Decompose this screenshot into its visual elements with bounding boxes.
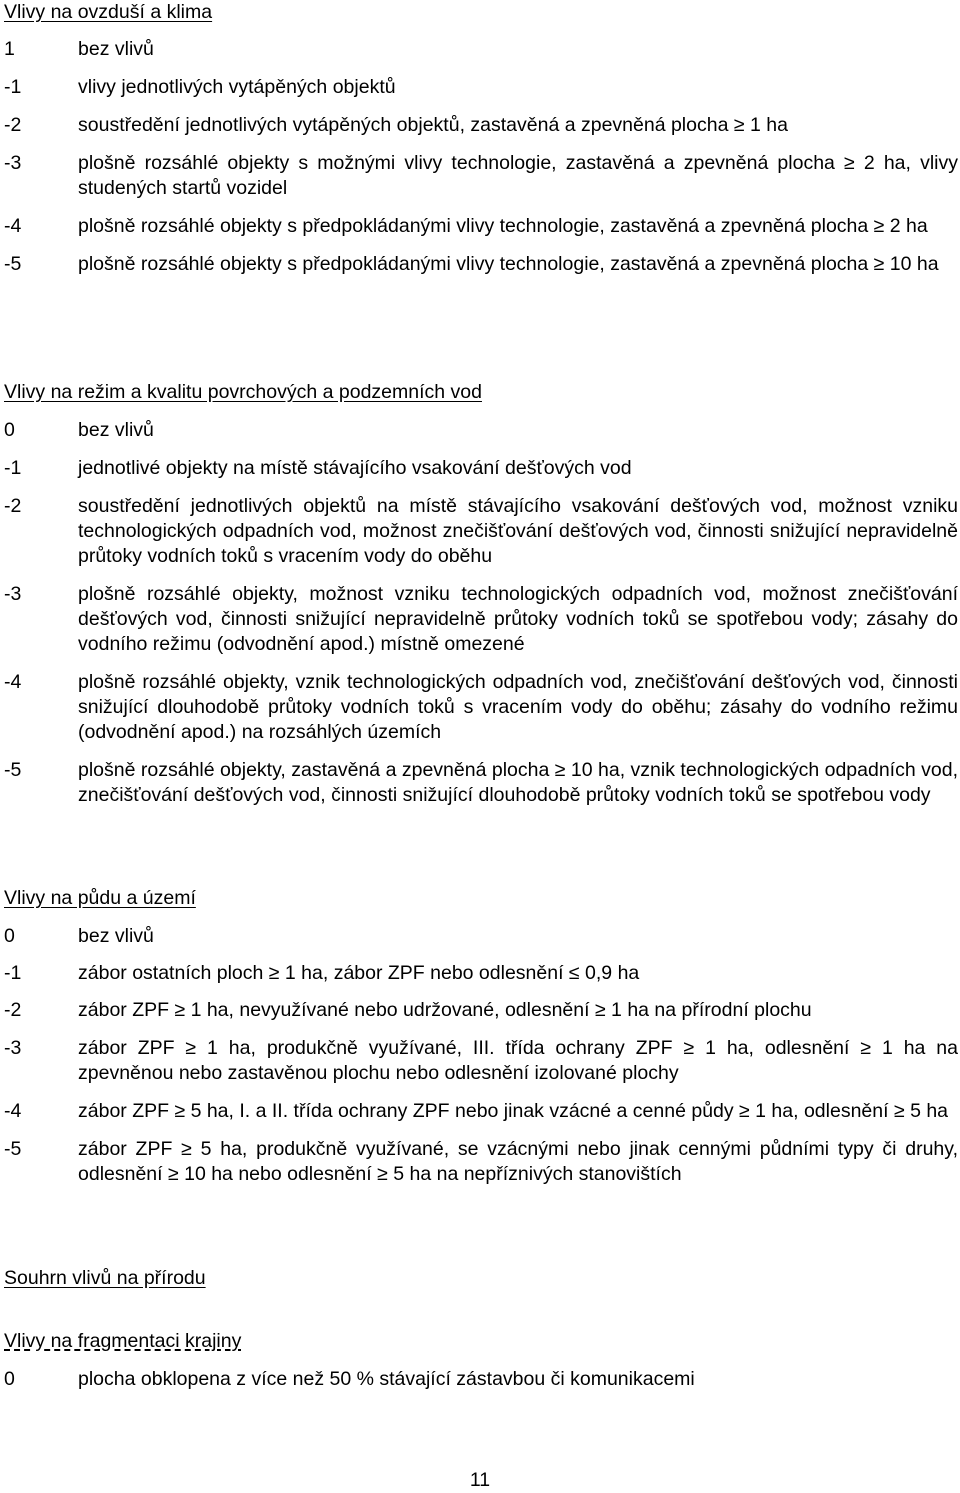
list-item <box>4 37 958 62</box>
impact-code: -1 <box>4 457 22 479</box>
impact-description: plošně rozsáhlé objekty s předpokládanými vlivy technologie, zastavěná a zpevněná plocha ≥ 10 ha <box>78 253 939 275</box>
section-soil <box>4 886 958 1187</box>
impact-description: bez vlivů <box>78 38 154 60</box>
impact-code: 0 <box>4 1368 15 1390</box>
impact-code: 0 <box>4 925 15 947</box>
list-item <box>4 998 958 1023</box>
section-air-climate <box>4 0 958 277</box>
list-item <box>4 494 958 569</box>
impact-code: 0 <box>4 419 15 441</box>
section-heading: Vlivy na režim a kvalitu povrchových a podzemních vod <box>4 381 482 403</box>
impact-description: soustředění jednotlivých objektů na místě stávajícího vsakování dešťových vod, možnost vzniku technologických odpadních vod, možnost znečišťování dešťových vod, činnosti snižující nepravidelně průtoky vodních toků s vracením vody do oběhu <box>78 495 958 567</box>
impact-code: -5 <box>4 253 22 275</box>
impact-code: -1 <box>4 76 22 98</box>
impact-description: zábor ZPF ≥ 1 ha, produkčně využívané, III. třída ochrany ZPF ≥ 1 ha, odlesnění ≥ 1 ha na zpevněnou nebo zastavěnou plochu nebo odlesnění izolované plochy <box>78 1037 958 1084</box>
impact-description: plošně rozsáhlé objekty, zastavěná a zpevněná plocha ≥ 10 ha, vznik technologických odpadních vod, znečišťování dešťových vod, činnosti snižující dlouhodobě průtoky vodních toků se spotřebou vody <box>78 759 958 806</box>
list-item <box>4 670 958 745</box>
impact-description: plošně rozsáhlé objekty s možnými vlivy technologie, zastavěná a zpevněná plocha ≥ 2 ha, vlivy studených startů vozidel <box>78 152 958 199</box>
impact-description: jednotlivé objekty na místě stávajícího vsakování dešťových vod <box>78 457 632 479</box>
impact-code: -1 <box>4 962 22 984</box>
list-item <box>4 961 958 986</box>
list-item <box>4 75 958 100</box>
list-item <box>4 758 958 808</box>
impact-description: zábor ZPF ≥ 1 ha, nevyužívané nebo udržované, odlesnění ≥ 1 ha na přírodní plochu <box>78 999 812 1021</box>
list-item <box>4 151 958 201</box>
impact-code: -3 <box>4 152 22 174</box>
impact-description: zábor ZPF ≥ 5 ha, produkčně využívané, se vzácnými nebo jinak cennými půdními typy či druhy, odlesnění ≥ 10 ha nebo odlesnění ≥ 5 ha na nepříznivých stanovištích <box>78 1138 958 1185</box>
impact-code: -3 <box>4 583 22 605</box>
impact-code: -2 <box>4 114 22 136</box>
list-item <box>4 1137 958 1187</box>
impact-description: plošně rozsáhlé objekty s předpokládanými vlivy technologie, zastavěná a zpevněná plocha ≥ 2 ha <box>78 215 928 237</box>
impact-description: plošně rozsáhlé objekty, vznik technologických odpadních vod, znečišťování dešťových vod, činnosti snižující dlouhodobě průtoky vodních toků s vracením vody do oběhu; zásahy do vodního režimu (odvodnění apod.) na rozsáhlých územích <box>78 671 958 743</box>
impact-code: -4 <box>4 1100 22 1122</box>
section-heading: Vlivy na půdu a území <box>4 887 196 909</box>
impact-code: -3 <box>4 1037 22 1059</box>
list-item <box>4 1099 958 1124</box>
impact-description: bez vlivů <box>78 925 154 947</box>
impact-description: bez vlivů <box>78 419 154 441</box>
impact-description: zábor ZPF ≥ 5 ha, I. a II. třída ochrany ZPF nebo jinak vzácné a cenné půdy ≥ 1 ha, odlesnění ≥ 5 ha <box>78 1100 949 1122</box>
impact-description: plocha obklopena z více než 50 % stávající zástavbou či komunikacemi <box>78 1368 695 1390</box>
impact-code: -5 <box>4 759 22 781</box>
summary-heading: Souhrn vlivů na přírodu <box>4 1267 206 1289</box>
impact-code: -2 <box>4 495 22 517</box>
section-heading: Vlivy na ovzduší a klima <box>4 1 213 23</box>
impact-description: soustředění jednotlivých vytápěných objektů, zastavěná a zpevněná plocha ≥ 1 ha <box>78 114 788 136</box>
list-item <box>4 1036 958 1086</box>
section-summary <box>4 1266 958 1291</box>
list-item <box>4 582 958 657</box>
impact-code: 1 <box>4 38 15 60</box>
list-item <box>4 214 958 239</box>
section-fragmentation <box>4 1329 958 1392</box>
impact-code: -4 <box>4 671 22 693</box>
impact-code: -2 <box>4 999 22 1021</box>
impact-code: -5 <box>4 1138 22 1160</box>
list-item <box>4 1367 958 1392</box>
list-item <box>4 418 958 443</box>
impact-description: vlivy jednotlivých vytápěných objektů <box>78 76 396 98</box>
section-heading: Vlivy na fragmentaci krajiny <box>4 1330 242 1352</box>
impact-description: plošně rozsáhlé objekty, možnost vzniku technologických odpadních vod, možnost znečišťování dešťových vod, činnosti snižující nepravidelně průtoky vodních toků se spotřebou vody; zásahy do vodního režimu (odvodnění apod.) místně omezené <box>78 583 958 655</box>
page-number: 11 <box>469 1469 491 1491</box>
list-item <box>4 252 958 277</box>
list-item <box>4 924 958 949</box>
section-water <box>4 380 958 808</box>
list-item <box>4 113 958 138</box>
list-item <box>4 456 958 481</box>
impact-description: zábor ostatních ploch ≥ 1 ha, zábor ZPF nebo odlesnění ≤ 0,9 ha <box>78 962 640 984</box>
impact-code: -4 <box>4 215 22 237</box>
